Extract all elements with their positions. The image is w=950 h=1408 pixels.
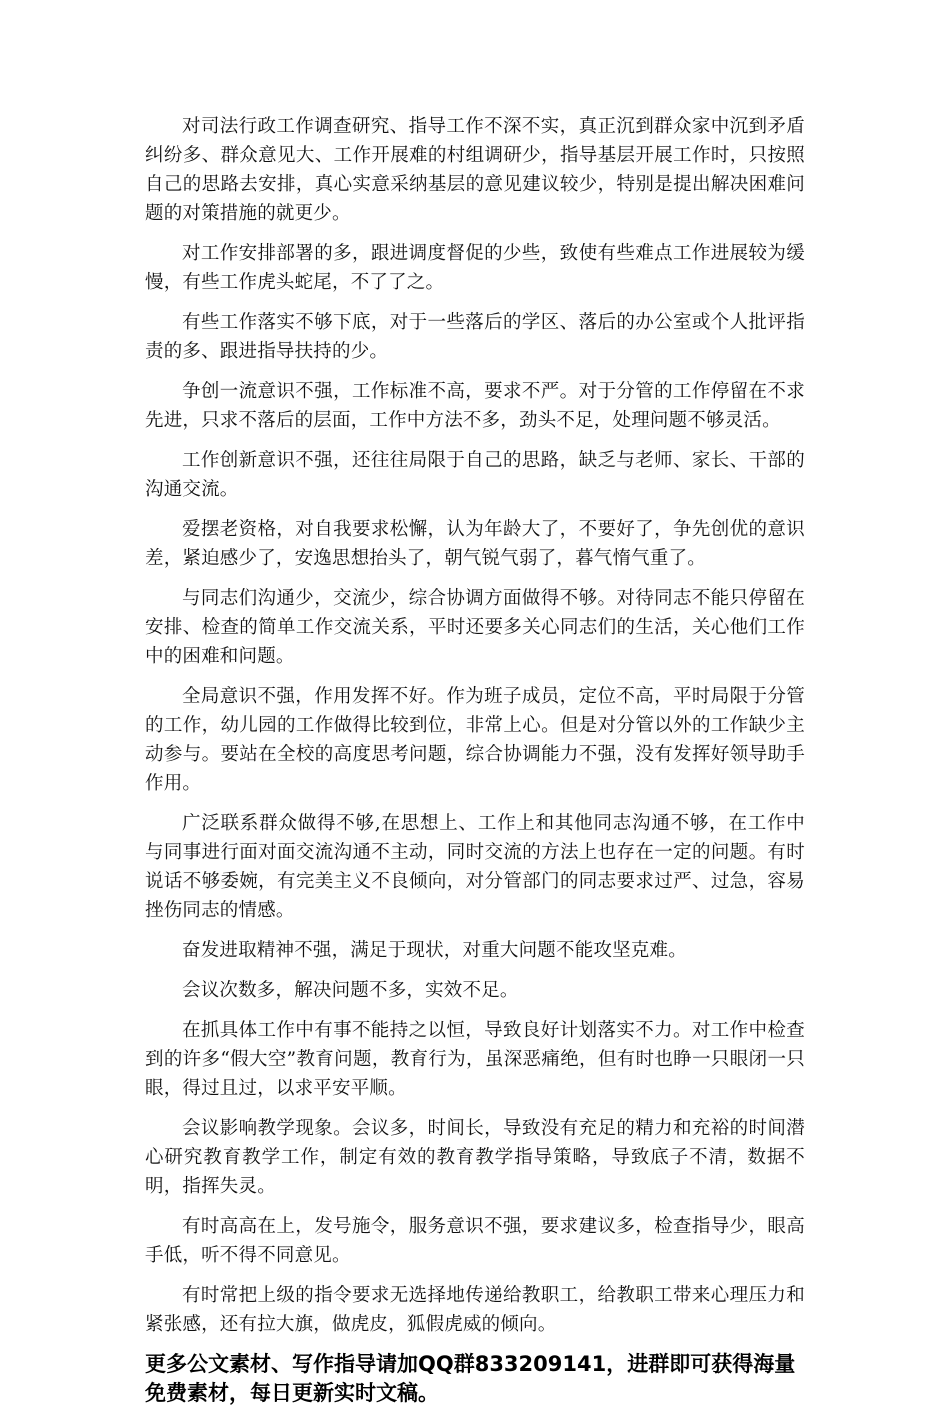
paragraph: 在抓具体工作中有事不能持之以恒，导致良好计划落实不力。对工作中检查到的许多“假大空”教育问题，教育行为，虽深恶痛绝，但有时也睁一只眼闭一只眼，得过且过，以求平安平顺。 [145, 1020, 805, 1099]
paragraph: 工作创新意识不强，还往往局限于自己的思路，缺乏与老师、家长、干部的沟通交流。 [145, 450, 805, 500]
document-page [145, 112, 805, 1408]
paragraph: 争创一流意识不强，工作标准不高，要求不严。对于分管的工作停留在不求先进，只求不落后的层面，工作中方法不多，劲头不足，处理问题不够灵活。 [145, 381, 805, 431]
paragraph: 有时常把上级的指令要求无选择地传递给教职工，给教职工带来心理压力和紧张感，还有拉大旗，做虎皮，狐假虎威的倾向。 [145, 1285, 805, 1335]
paragraph: 奋发进取精神不强，满足于现状，对重大问题不能攻坚克难。 [182, 940, 687, 961]
paragraph: 会议次数多，解决问题不多，实效不足。 [182, 980, 519, 1001]
paragraph: 对工作安排部署的多，跟进调度督促的少些，致使有些难点工作进展较为缓慢，有些工作虎头蛇尾，不了了之。 [145, 243, 805, 293]
paragraph: 广泛联系群众做得不够,在思想上、工作上和其他同志沟通不够，在工作中与同事进行面对面交流沟通不主动，同时交流的方法上也存在一定的问题。有时说话不够委婉，有完美主义不良倾向，对分管部门的同志要求过严、过急，容易挫伤同志的情感。 [145, 813, 805, 921]
paragraph: 对司法行政工作调查研究、指导工作不深不实，真正沉到群众家中沉到矛盾纠纷多、群众意见大、工作开展难的村组调研少，指导基层开展工作时，只按照自己的思路去安排，真心实意采纳基层的意见建议较少，特别是提出解决困难问题的对策措施的就更少。 [145, 116, 805, 224]
paragraph: 有时高高在上，发号施令，服务意识不强，要求建议多，检查指导少，眼高手低，听不得不同意见。 [145, 1216, 805, 1266]
paragraph: 有些工作落实不够下底，对于一些落后的学区、落后的办公室或个人批评指责的多、跟进指导扶持的少。 [145, 312, 805, 362]
paragraph: 全局意识不强，作用发挥不好。作为班子成员，定位不高，平时局限于分管的工作，幼儿园的工作做得比较到位，非常上心。但是对分管以外的工作缺少主动参与。要站在全校的高度思考问题，综合协调能力不强，没有发挥好领导助手作用。 [145, 686, 805, 794]
promo-footer-note: 更多公文素材、写作指导请加QQ群833209141，进群即可获得海量免费素材，每日更新实时文稿。 [145, 1352, 796, 1405]
paragraph: 爱摆老资格，对自我要求松懈，认为年龄大了，不要好了，争先创优的意识差，紧迫感少了，安逸思想抬头了，朝气锐气弱了，暮气惰气重了。 [145, 519, 805, 569]
paragraph: 会议影响教学现象。会议多，时间长，导致没有充足的精力和充裕的时间潜心研究教育教学工作，制定有效的教育教学指导策略，导致底子不清，数据不明，指挥失灵。 [145, 1118, 805, 1197]
paragraph: 与同志们沟通少，交流少，综合协调方面做得不够。对待同志不能只停留在安排、检查的简单工作交流关系，平时还要多关心同志们的生活，关心他们工作中的困难和问题。 [145, 588, 805, 667]
